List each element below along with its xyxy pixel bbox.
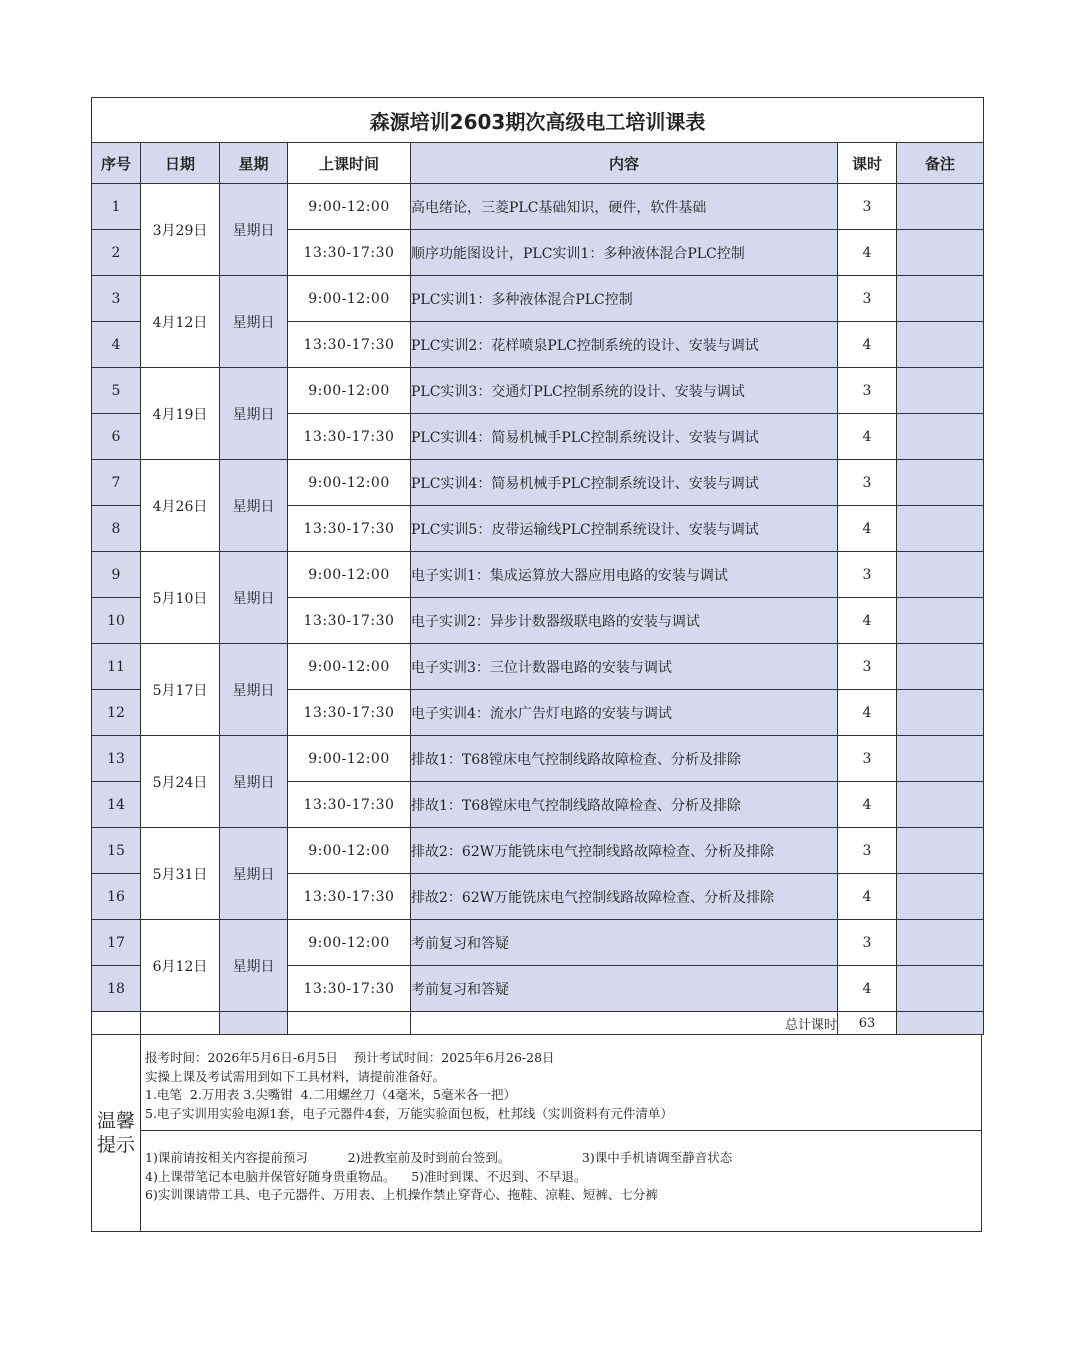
date-cell: 5月10日 (141, 552, 220, 644)
content-cell: 排故1：T68镗床电气控制线路故障检查、分析及排除 (411, 782, 838, 828)
content-cell: PLC实训2：花样喷泉PLC控制系统的设计、安装与调试 (411, 322, 838, 368)
weekday-cell: 星期日 (220, 552, 288, 644)
notes-cell (897, 276, 984, 322)
page-title: 森源培训2603期次高级电工培训课表 (92, 98, 984, 143)
content-cell: 顺序功能图设计，PLC实训1：多种液体混合PLC控制 (411, 230, 838, 276)
time-cell: 13:30-17:30 (288, 690, 411, 736)
hours-cell: 4 (838, 506, 897, 552)
seq-cell: 6 (92, 414, 141, 460)
time-cell: 13:30-17:30 (288, 506, 411, 552)
hours-cell: 3 (838, 184, 897, 230)
seq-cell: 7 (92, 460, 141, 506)
table-row (92, 736, 984, 782)
tip-line: 6)实训课请带工具、电子元器件、万用表、上机操作禁止穿背心、拖鞋、凉鞋、短裤、七分裤 (145, 1187, 658, 1202)
seq-cell: 18 (92, 966, 141, 1012)
date-cell: 4月19日 (141, 368, 220, 460)
tips-label (92, 1035, 141, 1231)
header-hours: 课时 (838, 143, 897, 184)
notes-cell (897, 230, 984, 276)
notes-cell (897, 920, 984, 966)
content-cell: 排故2：62W万能铣床电气控制线路故障检查、分析及排除 (411, 828, 838, 874)
tip-line: 1.电笔 2.万用表 3.尖嘴钳 4.二用螺丝刀（4毫米，5毫米各一把） (145, 1087, 516, 1102)
date-cell: 5月17日 (141, 644, 220, 736)
content-cell: PLC实训4：简易机械手PLC控制系统设计、安装与调试 (411, 460, 838, 506)
total-empty-cell (92, 1012, 141, 1035)
notes-cell (897, 828, 984, 874)
seq-cell: 15 (92, 828, 141, 874)
schedule-sheet (91, 97, 983, 1232)
table-row (92, 460, 984, 506)
seq-cell: 17 (92, 920, 141, 966)
notes-cell (897, 460, 984, 506)
schedule-table (91, 97, 984, 1035)
seq-cell: 8 (92, 506, 141, 552)
time-cell: 9:00-12:00 (288, 828, 411, 874)
content-cell: 排故2：62W万能铣床电气控制线路故障检查、分析及排除 (411, 874, 838, 920)
time-cell: 9:00-12:00 (288, 460, 411, 506)
total-empty-cell (220, 1012, 288, 1035)
notes-cell (897, 414, 984, 460)
notes-cell (897, 782, 984, 828)
time-cell: 13:30-17:30 (288, 966, 411, 1012)
weekday-cell: 星期日 (220, 828, 288, 920)
table-row (92, 552, 984, 598)
time-cell: 9:00-12:00 (288, 920, 411, 966)
seq-cell: 4 (92, 322, 141, 368)
date-cell: 4月12日 (141, 276, 220, 368)
time-cell: 9:00-12:00 (288, 736, 411, 782)
weekday-cell: 星期日 (220, 460, 288, 552)
hours-cell: 3 (838, 368, 897, 414)
seq-cell: 11 (92, 644, 141, 690)
time-cell: 9:00-12:00 (288, 184, 411, 230)
content-cell: 电子实训3：三位计数器电路的安装与调试 (411, 644, 838, 690)
weekday-cell: 星期日 (220, 276, 288, 368)
content-cell: 电子实训1：集成运算放大器应用电路的安装与调试 (411, 552, 838, 598)
date-cell: 6月12日 (141, 920, 220, 1012)
header-content: 内容 (411, 143, 838, 184)
notes-cell (897, 874, 984, 920)
tip-line: 5.电子实训用实验电源1套，电子元器件4套，万能实验面包板，杜邦线（实训资料有元件清单） (145, 1105, 673, 1121)
seq-cell: 1 (92, 184, 141, 230)
hours-cell: 4 (838, 690, 897, 736)
header-date: 日期 (141, 143, 220, 184)
content-cell: 电子实训4：流水广告灯电路的安装与调试 (411, 690, 838, 736)
time-cell: 9:00-12:00 (288, 552, 411, 598)
tip-line: 1)课前请按相关内容提前预习 2)进教室前及时到前台签到。 3)课中手机请调至静音状态 (145, 1150, 733, 1165)
weekday-cell: 星期日 (220, 920, 288, 1012)
notes-cell (897, 322, 984, 368)
notes-cell (897, 184, 984, 230)
hours-cell: 3 (838, 460, 897, 506)
content-cell: PLC实训5：皮带运输线PLC控制系统设计、安装与调试 (411, 506, 838, 552)
seq-cell: 2 (92, 230, 141, 276)
content-cell: 考前复习和答疑 (411, 966, 838, 1012)
date-cell: 5月31日 (141, 828, 220, 920)
seq-cell: 9 (92, 552, 141, 598)
content-cell: 考前复习和答疑 (411, 920, 838, 966)
tips-rules (141, 1131, 981, 1231)
weekday-cell: 星期日 (220, 644, 288, 736)
date-cell: 3月29日 (141, 184, 220, 276)
seq-cell: 14 (92, 782, 141, 828)
total-value: 63 (838, 1012, 897, 1035)
seq-cell: 5 (92, 368, 141, 414)
content-cell: PLC实训1：多种液体混合PLC控制 (411, 276, 838, 322)
date-cell: 5月24日 (141, 736, 220, 828)
hours-cell: 4 (838, 874, 897, 920)
header-time: 上课时间 (288, 143, 411, 184)
hours-cell: 3 (838, 644, 897, 690)
total-row (92, 1012, 984, 1035)
notes-cell (897, 644, 984, 690)
notes-cell (897, 598, 984, 644)
hours-cell: 4 (838, 230, 897, 276)
hours-cell: 3 (838, 736, 897, 782)
tips-section (91, 1035, 982, 1232)
notes-cell (897, 506, 984, 552)
seq-cell: 13 (92, 736, 141, 782)
total-label: 总计课时 (411, 1012, 838, 1035)
tip-line: 实操上课及考试需用到如下工具材料，请提前准备好。 (145, 1068, 446, 1084)
date-cell: 4月26日 (141, 460, 220, 552)
content-cell: PLC实训4：简易机械手PLC控制系统设计、安装与调试 (411, 414, 838, 460)
table-row (92, 368, 984, 414)
tip-line: 4)上课带笔记本电脑并保管好随身贵重物品。 5)准时到课、不迟到、不早退。 (145, 1168, 587, 1184)
schedule-body (92, 184, 984, 1012)
table-row (92, 828, 984, 874)
total-empty-cell (288, 1012, 411, 1035)
table-row (92, 184, 984, 230)
hours-cell: 4 (838, 598, 897, 644)
content-cell: 排故1：T68镗床电气控制线路故障检查、分析及排除 (411, 736, 838, 782)
table-row (92, 276, 984, 322)
table-row (92, 644, 984, 690)
header-weekday: 星期 (220, 143, 288, 184)
total-empty-cell (141, 1012, 220, 1035)
time-cell: 9:00-12:00 (288, 368, 411, 414)
hours-cell: 4 (838, 782, 897, 828)
header-notes: 备注 (897, 143, 984, 184)
time-cell: 13:30-17:30 (288, 414, 411, 460)
hours-cell: 4 (838, 414, 897, 460)
time-cell: 13:30-17:30 (288, 782, 411, 828)
time-cell: 13:30-17:30 (288, 230, 411, 276)
header-seq: 序号 (92, 143, 141, 184)
weekday-cell: 星期日 (220, 368, 288, 460)
hours-cell: 4 (838, 322, 897, 368)
total-empty-cell (897, 1012, 984, 1035)
content-cell: 高电绪论，三菱PLC基础知识，硬件，软件基础 (411, 184, 838, 230)
hours-cell: 3 (838, 276, 897, 322)
hours-cell: 3 (838, 920, 897, 966)
time-cell: 13:30-17:30 (288, 598, 411, 644)
hours-cell: 3 (838, 828, 897, 874)
tip-line: 报考时间：2026年5月6日-6月5日 预计考试时间：2025年6月26-28日 (145, 1050, 555, 1065)
seq-cell: 12 (92, 690, 141, 736)
table-row (92, 920, 984, 966)
seq-cell: 16 (92, 874, 141, 920)
content-cell: PLC实训3：交通灯PLC控制系统的设计、安装与调试 (411, 368, 838, 414)
time-cell: 13:30-17:30 (288, 322, 411, 368)
hours-cell: 3 (838, 552, 897, 598)
notes-cell (897, 368, 984, 414)
tips-materials (141, 1035, 981, 1131)
tips-label-text: 温馨提示 (96, 1110, 135, 1156)
time-cell: 9:00-12:00 (288, 644, 411, 690)
notes-cell (897, 690, 984, 736)
header-row (92, 143, 984, 184)
seq-cell: 3 (92, 276, 141, 322)
tips-body (141, 1035, 981, 1231)
time-cell: 9:00-12:00 (288, 276, 411, 322)
notes-cell (897, 552, 984, 598)
hours-cell: 4 (838, 966, 897, 1012)
weekday-cell: 星期日 (220, 184, 288, 276)
notes-cell (897, 966, 984, 1012)
weekday-cell: 星期日 (220, 736, 288, 828)
content-cell: 电子实训2：异步计数器级联电路的安装与调试 (411, 598, 838, 644)
seq-cell: 10 (92, 598, 141, 644)
time-cell: 13:30-17:30 (288, 874, 411, 920)
notes-cell (897, 736, 984, 782)
